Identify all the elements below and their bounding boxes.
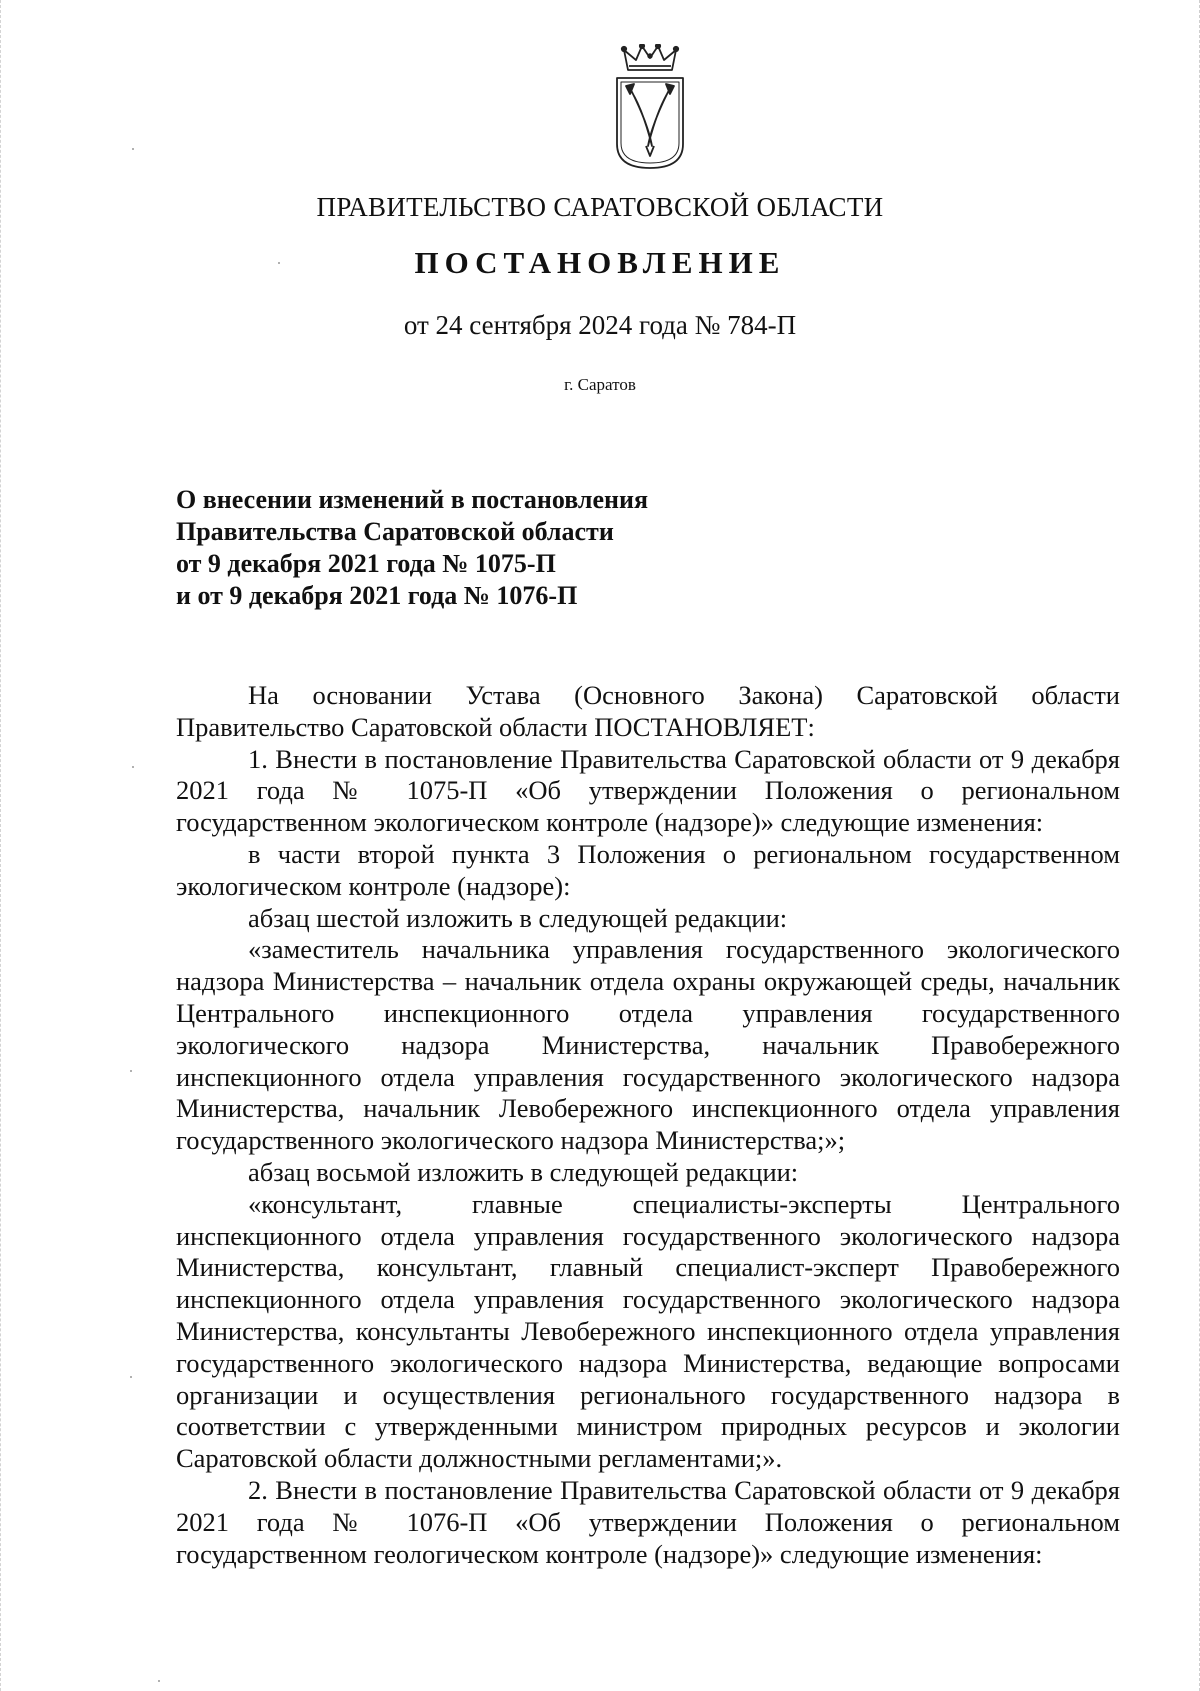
document-type: ПОСТАНОВЛЕНИЕ <box>414 245 786 280</box>
document-title-line: и от 9 декабря 2021 года № 1076-П <box>176 581 578 610</box>
body-paragraph: «консультант, главные специалисты-эксперты Центрального инспекционного отдела управления государственного экологического надзора Министерства, консультант, главный специалист-эксперт Правобережного инспекционного отдела управления государственного экологического надзора Министерства, консультанты Левобережного инспекционного отдела управления государственного экологического надзора Министерства, ведающие вопросами организации и осуществления регионального государственного надзора в соответствии с утвержденными министром природных ресурсов и экологии Саратовской области должностными регламентами;». <box>176 1188 1120 1474</box>
body-paragraph: «заместитель начальника управления государственного экологического надзора Министерства – начальник отдела охраны окружающей среды, начальник Центрального инспекционного отдела управления государственного экологического надзора Министерства, начальник Правобережного инспекционного отдела управления государственного экологического надзора Министерства, начальник Левобережного инспекционного отдела управления государственного экологического надзора Министерства;»; <box>176 934 1120 1156</box>
scan-speck <box>132 766 134 768</box>
document-body <box>176 680 1120 1570</box>
scan-speck <box>158 1680 160 1682</box>
body-paragraph: 2. Внести в постановление Правительства Саратовской области от 9 декабря 2021 года № 1076-П «Об утверждении Положения о региональном государственном геологическом контроле (надзоре)» следующие изменения: <box>176 1474 1120 1569</box>
body-paragraph: 1. Внести в постановление Правительства Саратовской области от 9 декабря 2021 года № 1075-П «Об утверждении Положения о региональном государственном экологическом контроле (надзоре)» следующие изменения: <box>176 743 1120 838</box>
document-title-line: от 9 декабря 2021 года № 1075-П <box>176 549 556 578</box>
scan-speck <box>278 262 280 264</box>
document-title-line: О внесении изменений в постановления <box>176 485 649 514</box>
document-date-number: от 24 сентября 2024 года № 784-П <box>403 310 797 340</box>
body-paragraph: абзац восьмой изложить в следующей редакции: <box>248 1156 799 1187</box>
body-paragraph: На основании Устава (Основного Закона) Саратовской области Правительство Саратовской области ПОСТАНОВЛЯЕТ: <box>176 680 1120 742</box>
body-paragraph: в части второй пункта 3 Положения о региональном государственном экологическом контроле (надзоре): <box>176 838 1120 901</box>
document-title <box>176 484 876 612</box>
scan-speck <box>130 1070 132 1072</box>
scan-speck <box>130 1376 132 1378</box>
scan-speck <box>132 148 134 150</box>
document-city: г. Саратов <box>564 375 636 394</box>
saratov-coat-of-arms-icon <box>612 44 688 172</box>
document-title-line: Правительства Саратовской области <box>176 517 614 546</box>
body-paragraph: абзац шестой изложить в следующей редакции: <box>248 902 788 933</box>
government-name: ПРАВИТЕЛЬСТВО САРАТОВСКОЙ ОБЛАСТИ <box>316 192 884 222</box>
